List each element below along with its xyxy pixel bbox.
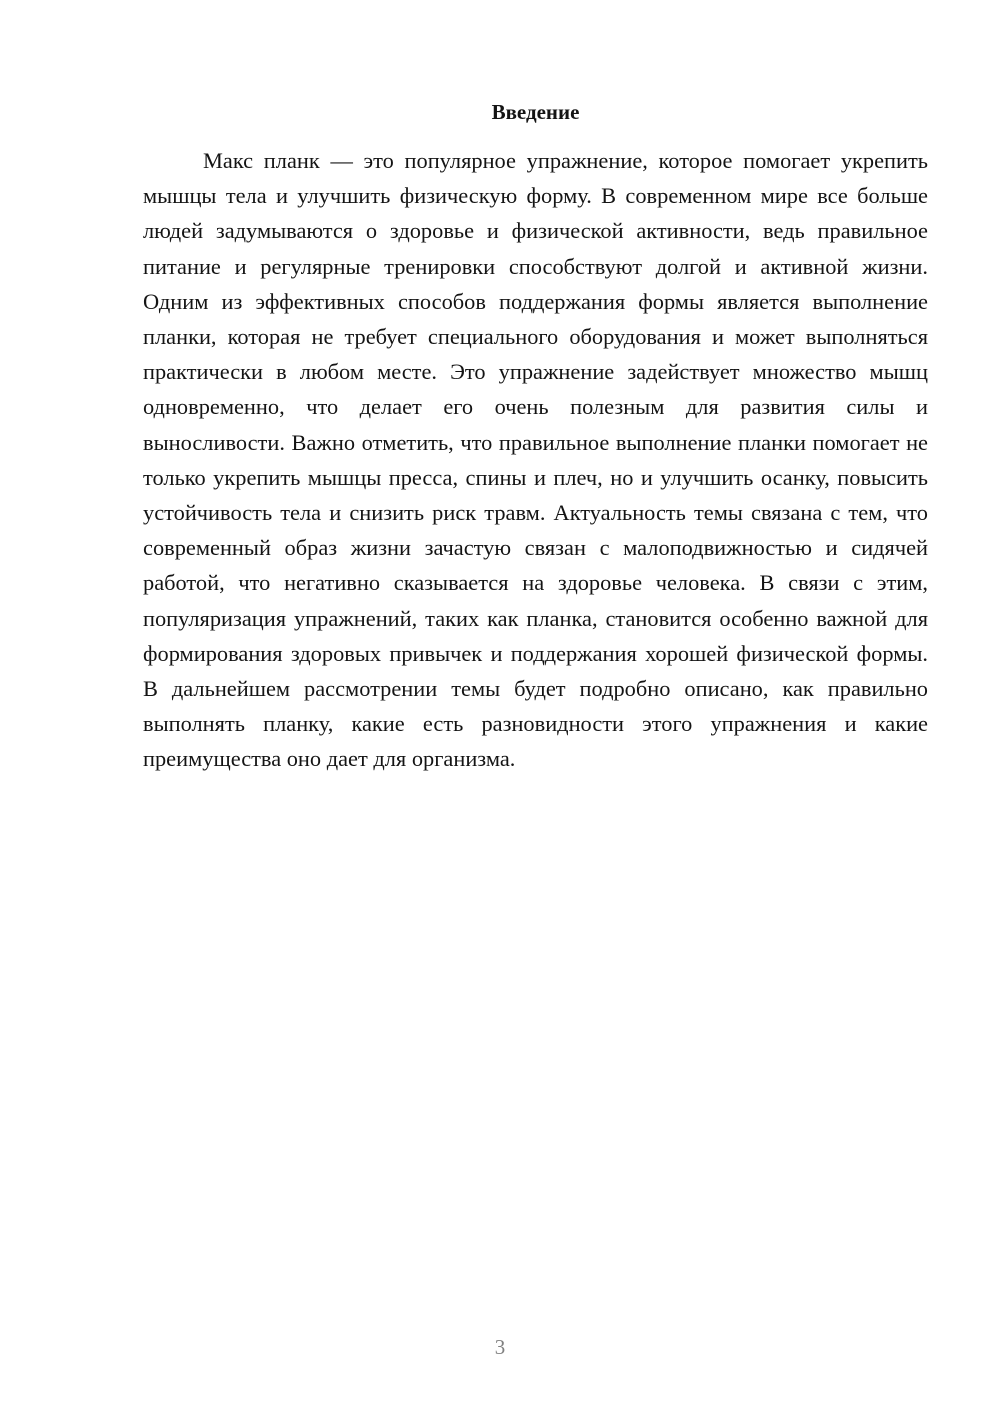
- page-number: 3: [494, 1335, 506, 1359]
- intro-paragraph: Макс планк — это популярное упражнение, которое помогает укрепить мышцы тела и улучшить физическую форму. В современном мире все больше людей задумываются о здоровье и физической активности, ведь правильное питание и регулярные тренировки способствуют долгой и активной жизни. Одним из эффективных способов поддержания формы является выполнение планки, которая не требует специального оборудования и может выполняться практически в любом месте. Это упражнение задействует множество мышц одновременно, что делает его очень полезным для развития силы и выносливости. Важно отметить, что правильное выполнение планки помогает не только укрепить мышцы пресса, спины и плеч, но и улучшить осанку, повысить устойчивость тела и снизить риск травм. Актуальность темы связана с тем, что современный образ жизни зачастую связан с малоподвижностью и сидячей работой, что негативно сказывается на здоровье человека. В связи с этим, популяризация упражнений, таких как планка, становится особенно важной для формирования здоровых привычек и поддержания хорошей физической формы. В дальнейшем рассмотрении темы будет подробно описано, как правильно выполнять планку, какие есть разновидности этого упражнения и какие преимущества оно дает для организма.: [143, 148, 928, 772]
- section-title: Введение: [491, 100, 580, 124]
